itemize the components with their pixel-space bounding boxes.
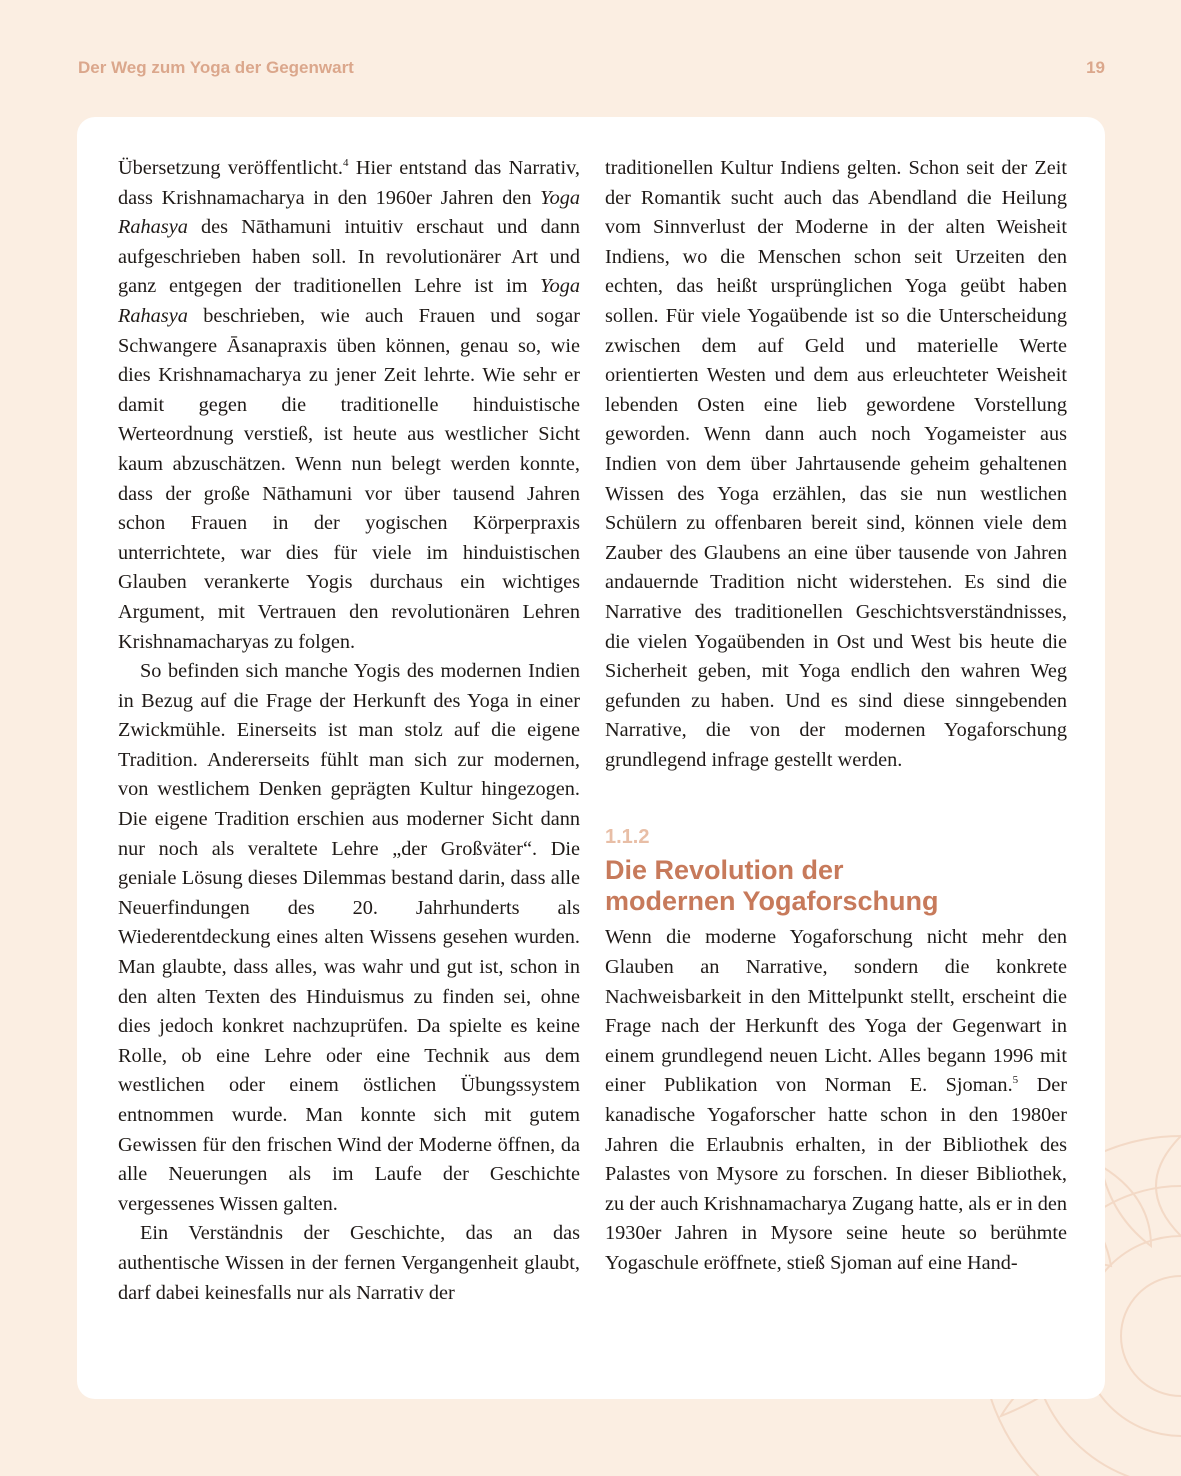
- paragraph: Wenn die moderne Yogaforschung nicht mehr den Glauben an Narrative, sondern die konkrete Nachweisbarkeit in den Mittelpunkt stellt, erscheint die Frage nach der Herkunft des Yoga der Gegenwart in einem grundlegend neuen Licht. Alles begann 1996 mit einer Publikation von Norman E. Sjoman.$^5$ Der kanadische Yogaforscher hatte schon in den 1980er Jahren die Erlaubnis erhalten, in der Bibliothek des Palastes von Mysore zu forschen. In dieser Bibliothek, zu der auch Krishnamacharya Zugang hatte, als er in den 1930er Jahren in Mysore seine heute so berühmte Yogaschule eröffnete, stieß Sjoman auf eine Hand-: [605, 926, 1067, 1274]
- section-number: 1.1.2: [605, 826, 650, 849]
- footnote-ref[interactable]: 5: [1012, 1074, 1019, 1087]
- section-heading: Die Revolution der modernen Yogaforschung: [605, 855, 939, 917]
- left-column: [118, 154, 580, 1308]
- running-header: [78, 58, 1105, 82]
- right-column: [605, 154, 1067, 1279]
- paragraph: Ein Verständnis der Geschichte, das an das authentische Wissen in der fernen Vergangenheit glaubt, darf dabei keinesfalls nur als Narrativ der: [118, 1222, 580, 1304]
- paragraph: Übersetzung veröffentlicht.$^4$ Hier entstand das Narrativ, dass Krishnamacharya in den 1960er Jahren den Yoga Rahasya des Nāthamuni intuitiv erschaut und dann aufgeschrieben haben soll. In revolutionärer Art und ganz entgegen der traditionellen Lehre ist im Yoga Rahasya beschrieben, wie auch Frauen und sogar Schwangere Āsanapraxis üben können, genau so, wie dies Krishnamacharya zu jener Zeit lehrte. Wie sehr er damit gegen die traditionelle hinduistische Werteordnung verstieß, ist heute aus westlicher Sicht kaum abzuschätzen. Wenn nun belegt werden konnte, dass der große Nāthamuni vor über tausend Jahren schon Frauen in der yogischen Körperpraxis unterrichtete, war dies für viele im hinduistischen Glauben verankerte Yogis durchaus ein wichtiges Argument, mit Vertrauen den revolutionären Lehren Krishnamacharyas zu folgen.: [118, 157, 581, 653]
- page-number: 19: [1086, 58, 1105, 77]
- paragraph: So befinden sich manche Yogis des modernen Indien in Bezug auf die Frage der Herkunft des Yoga in einer Zwickmühle. Einerseits ist man stolz auf die eigene Tradition. Andererseits fühlt man sich zur modernen, von westlichem Denken geprägten Kultur hingezogen. Die eigene Tradition erschien aus moderner Sicht dann nur noch als veraltete Lehre „der Großväter“. Die geniale Lösung dieses Dilemmas bestand darin, dass alle Neuerfindungen des 20. Jahrhunderts als Wiederentdeckung eines alten Wissens gesehen wurden. Man glaubte, dass alles, was wahr und gut ist, schon in den alten Texten des Hinduismus zu finden sei, ohne dies jedoch konkret nachzuprüfen. Da spielte es keine Rolle, ob eine Lehre oder eine Technik aus dem westlichen oder einem östlichen Übungssystem entnommen wurde. Man konnte sich mit gutem Gewissen für den frischen Wind der Moderne öffnen, da alle Neuerungen als im Laufe der Geschichte vergessenes Wissen galten.: [118, 660, 580, 1215]
- footnote-ref[interactable]: 4: [342, 157, 349, 170]
- chapter-title: Der Weg zum Yoga der Gegenwart: [78, 58, 354, 77]
- paragraph: traditionellen Kultur Indiens gelten. Schon seit der Zeit der Romantik sucht auch das Abendland die Heilung vom Sinnverlust der Moderne in der alten Weisheit Indiens, wo die Menschen schon seit Urzeiten den echten, das heißt ursprünglichen Yoga geübt haben sollen. Für viele Yogaübende ist so die Unterscheidung zwischen dem auf Geld und materielle Werte orientierten Westen und dem aus erleuchteter Weisheit lebenden Osten eine lieb gewordene Vorstellung geworden. Wenn dann auch noch Yogameister aus Indien von dem über Jahrtausende geheim gehaltenen Wissen des Yoga erzählen, das sie nun westlichen Schülern zu offenbaren bereit sind, können viele dem Zauber des Glaubens an eine über tausende von Jahren andauernde Tradition nicht widerstehen. Es sind die Narrative des traditionellen Geschichtsverständnisses, die vielen Yogaübenden in Ost und West bis heute die Sicherheit geben, mit Yoga endlich den wahren Weg gefunden zu haben. Und es sind diese sinngebenden Narrative, die von der modernen Yogaforschung grundlegend infrage gestellt werden.: [605, 157, 1067, 771]
